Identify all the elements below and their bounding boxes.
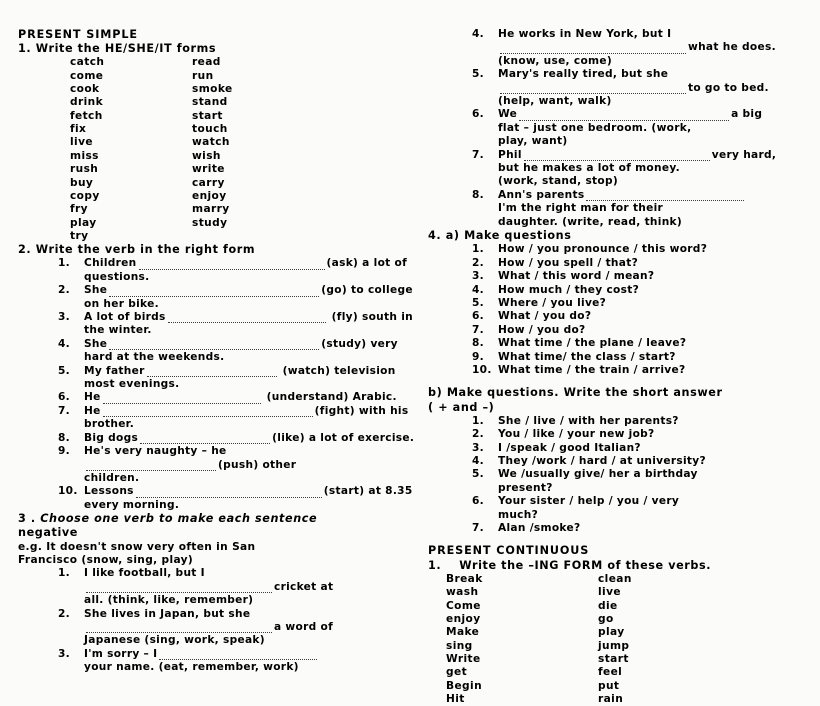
exercise-item <box>472 442 820 455</box>
item-continuation: (help, want, walk) <box>498 95 612 108</box>
exercise-3-items <box>58 567 416 674</box>
item-text: I /speak / good Italian? <box>498 441 641 454</box>
fill-in-blank[interactable] <box>139 260 325 270</box>
item-continuation: much? <box>498 508 539 521</box>
item-prefix: Phil <box>498 148 522 161</box>
exercise-item <box>472 149 820 189</box>
two-column-layout <box>18 28 810 706</box>
fill-in-blank[interactable] <box>86 461 216 471</box>
item-number: 7. <box>472 148 484 161</box>
item-prefix: He <box>84 404 101 417</box>
item-prefix: I'm sorry – I <box>84 647 158 660</box>
verb-column-2 <box>192 56 314 243</box>
item-prefix: We /usually give/ her a birthday <box>498 468 698 481</box>
exercise-3-number: 3 . <box>18 512 36 526</box>
item-text <box>84 257 416 284</box>
item-text: Alan /smoke? <box>498 522 581 535</box>
exercise-item <box>472 522 820 535</box>
item-continuation: (understand) Arabic. <box>266 391 397 404</box>
item-continuation: flat – just one bedroom. (work, <box>498 121 692 134</box>
exercise-item <box>58 432 416 445</box>
item-text <box>84 405 416 432</box>
item-text <box>84 391 416 404</box>
item-suffix: to go to bed. <box>688 81 769 94</box>
item-number: 6. <box>472 310 484 323</box>
exercise-item <box>472 257 820 270</box>
item-number: 1. <box>472 414 484 427</box>
item-number: 2. <box>472 428 484 441</box>
spacer <box>428 377 820 386</box>
exercise-2-items <box>58 257 416 512</box>
verb-item: wish <box>192 149 221 162</box>
verb-item: Make <box>446 626 480 639</box>
item-prefix: Ann's parents <box>498 188 585 201</box>
left-column <box>18 28 416 675</box>
exercise-3-title: Choose one verb to make each sentence <box>40 512 318 526</box>
exercise-item <box>58 405 416 432</box>
item-number: 1. <box>58 257 70 270</box>
item-suffix: (study) <box>321 337 367 350</box>
item-text: Where / you live? <box>498 296 607 309</box>
item-text: What / this word / mean? <box>498 270 655 283</box>
item-number: 3. <box>58 647 70 660</box>
verb-item: jump <box>598 639 630 652</box>
exercise-item <box>472 310 820 323</box>
exercise-item <box>58 311 416 338</box>
item-suffix: a word of <box>274 620 333 633</box>
item-continuation: with his brother. <box>84 404 409 431</box>
verb-item: wash <box>446 586 479 599</box>
item-suffix: (go) to <box>321 284 364 297</box>
pc-verb-column-1 <box>446 573 598 706</box>
item-text <box>84 485 416 512</box>
verb-item: fix <box>70 123 87 136</box>
verb-item: catch <box>70 56 105 69</box>
item-prefix: My father <box>84 364 145 377</box>
pc-exercise-1-verb-list <box>446 573 820 706</box>
exercise-3-continued-items <box>472 28 820 229</box>
item-suffix: what he does. <box>688 41 776 54</box>
item-number: 2. <box>58 607 70 620</box>
exercise-item <box>58 485 416 512</box>
exercise-item <box>472 364 820 377</box>
item-continuation: (work, stand, stop) <box>498 175 619 188</box>
exercise-item <box>472 68 820 108</box>
fill-in-blank[interactable] <box>140 434 270 444</box>
item-text: What time/ the class / start? <box>498 350 676 363</box>
verb-item: live <box>70 136 93 149</box>
item-continuation: play, want) <box>498 135 568 148</box>
verb-item: Hit <box>446 692 465 705</box>
exercise-item <box>472 297 820 310</box>
item-number: 4. <box>58 337 70 350</box>
verb-item: Come <box>446 599 481 612</box>
item-suffix: cricket at <box>274 580 334 593</box>
item-suffix: (fight) <box>314 404 355 417</box>
item-suffix: a big <box>731 108 763 121</box>
item-number: 4. <box>472 28 484 40</box>
verb-item: watch <box>192 136 230 149</box>
fill-in-blank[interactable] <box>159 650 317 660</box>
verb-item: fetch <box>70 109 103 122</box>
verb-item: marry <box>192 203 230 216</box>
verb-item: touch <box>192 123 228 136</box>
item-continuation: college on her bike. <box>84 284 413 310</box>
item-text <box>498 468 820 495</box>
verb-item: come <box>70 69 104 82</box>
present-simple-heading: PRESENT SIMPLE <box>18 28 138 41</box>
exercise-item <box>472 108 820 148</box>
verb-item: smoke <box>192 83 233 96</box>
exercise-4b-items <box>472 415 820 536</box>
item-prefix: Your sister / help / you / very <box>498 495 680 508</box>
pc-exercise-1-heading <box>428 559 820 573</box>
exercise-1-verb-list <box>70 56 416 243</box>
exercise-item <box>58 338 416 365</box>
item-text <box>498 495 820 522</box>
item-number: 2. <box>472 256 484 269</box>
exercise-item <box>472 270 820 283</box>
verb-item: carry <box>192 176 225 189</box>
exercise-item <box>472 243 820 256</box>
item-text: They /work / hard / at university? <box>498 454 706 467</box>
exercise-item <box>472 428 820 441</box>
item-prefix: Lessons <box>84 485 134 498</box>
item-text <box>84 338 416 365</box>
item-number: 7. <box>58 404 70 417</box>
verb-item: put <box>598 679 620 692</box>
verb-item: run <box>192 69 214 82</box>
item-number: 10. <box>58 485 78 498</box>
fill-in-blank[interactable] <box>168 313 326 323</box>
fill-in-blank[interactable] <box>109 287 319 297</box>
item-text: How / you do? <box>498 323 586 336</box>
exercise-1-heading: 1. Write the HE/SHE/IT forms <box>18 42 217 56</box>
exercise-3-heading <box>18 512 416 526</box>
item-suffix: (start) <box>323 485 365 498</box>
verb-item: Break <box>446 572 483 585</box>
item-continuation: very hard at the weekends. <box>84 337 398 364</box>
exercise-4a-items <box>472 243 820 377</box>
fill-in-blank[interactable] <box>524 151 710 161</box>
fill-in-blank[interactable] <box>500 44 686 54</box>
item-prefix: He <box>84 391 101 404</box>
item-number: 9. <box>472 350 484 363</box>
item-text <box>84 311 416 338</box>
item-continuation: I'm the right man for their <box>498 202 664 215</box>
pc-exercise-1-number: 1. <box>428 558 442 572</box>
exercise-item <box>472 337 820 350</box>
item-prefix: Mary's really tired, but she <box>498 68 669 81</box>
item-text: She / live / with her parents? <box>498 414 679 427</box>
item-prefix: She <box>84 337 108 350</box>
verb-item: get <box>446 666 468 679</box>
exercise-4a-heading: 4. a) Make questions <box>428 229 572 243</box>
verb-item: enjoy <box>192 189 227 202</box>
verb-item: live <box>598 586 621 599</box>
item-text: How much / they cost? <box>498 283 640 296</box>
verb-item: rush <box>70 163 99 176</box>
item-prefix: He's very naughty – he <box>84 445 227 458</box>
verb-item: read <box>192 56 221 69</box>
right-column <box>416 28 820 706</box>
item-number: 8. <box>58 431 70 444</box>
item-continuation: all. (think, like, remember) <box>84 594 254 607</box>
verb-column-1 <box>70 56 192 243</box>
item-number: 5. <box>472 468 484 481</box>
verb-item: stand <box>192 96 228 109</box>
item-text <box>84 445 416 485</box>
verb-item: write <box>192 163 225 176</box>
verb-item: try <box>70 229 89 242</box>
item-number: 9. <box>58 445 70 458</box>
verb-item: cook <box>70 83 100 96</box>
verb-item: Begin <box>446 679 483 692</box>
item-continuation: lot of questions. <box>84 257 407 283</box>
item-text: What time / the train / arrive? <box>498 363 686 376</box>
item-number: 6. <box>472 495 484 508</box>
fill-in-blank[interactable] <box>103 407 313 417</box>
item-number: 5. <box>58 364 70 377</box>
item-text <box>498 189 820 229</box>
item-prefix: Children <box>84 257 137 270</box>
pc-exercise-1-title: Write the –ING FORM of these verbs. <box>459 558 712 572</box>
item-continuation: your name. (eat, remember, work) <box>84 661 299 674</box>
item-number: 5. <box>472 296 484 309</box>
verb-item: go <box>598 612 614 625</box>
exercise-item <box>58 365 416 392</box>
item-number: 7. <box>472 522 484 535</box>
pc-verb-column-2 <box>598 573 720 706</box>
item-number: 4. <box>472 283 484 296</box>
exercise-item <box>58 608 416 648</box>
item-text: How / you spell / that? <box>498 256 639 269</box>
fill-in-blank[interactable] <box>500 84 686 94</box>
exercise-3-example-line1: e.g. It doesn't snow very often in San <box>18 540 256 553</box>
item-text: How / you pronounce / this word? <box>498 243 708 256</box>
fill-in-blank[interactable] <box>147 367 277 377</box>
verb-item: study <box>192 216 228 229</box>
verb-item: rain <box>598 692 624 705</box>
item-continuation: but he makes a lot of money. <box>498 162 680 175</box>
item-number: 1. <box>58 567 70 580</box>
item-number: 6. <box>472 108 484 121</box>
exercise-item <box>472 284 820 297</box>
verb-item: start <box>192 109 223 122</box>
item-number: 4. <box>472 454 484 467</box>
exercise-item <box>472 415 820 428</box>
verb-item: drink <box>70 96 104 109</box>
exercise-item <box>58 284 416 311</box>
item-text <box>84 365 416 392</box>
exercise-2-heading: 2. Write the verb in the right form <box>18 243 256 257</box>
present-continuous-heading: PRESENT CONTINUOUS <box>428 544 590 558</box>
exercise-item <box>472 28 820 68</box>
item-text <box>84 608 416 648</box>
fill-in-blank[interactable] <box>519 111 729 121</box>
item-prefix: We <box>498 108 518 121</box>
exercise-item <box>58 648 416 675</box>
fill-in-blank[interactable] <box>136 488 322 498</box>
verb-item: copy <box>70 189 100 202</box>
item-suffix: (ask) a <box>326 257 370 270</box>
item-number: 8. <box>472 188 484 201</box>
item-continuation: at 8.35 every morning. <box>84 485 413 511</box>
item-continuation: (know, use, come) <box>498 54 612 67</box>
fill-in-blank[interactable] <box>109 340 319 350</box>
item-text <box>498 28 820 68</box>
exercise-item <box>58 391 416 404</box>
item-number: 1. <box>472 243 484 256</box>
verb-item: clean <box>598 572 632 585</box>
item-continuation: of exercise. <box>341 431 415 444</box>
verb-item: miss <box>70 149 99 162</box>
item-suffix: (like) a lot <box>272 431 338 444</box>
item-continuation: (watch) television most evenings. <box>84 364 396 391</box>
item-prefix: She <box>84 284 108 297</box>
fill-in-blank[interactable] <box>103 394 261 404</box>
exercise-3-heading-line2: negative <box>18 526 78 540</box>
item-number: 5. <box>472 68 484 81</box>
exercise-4b-heading-line2: ( + and –) <box>428 400 495 414</box>
item-text <box>498 149 820 189</box>
item-text: What / you do? <box>498 310 592 323</box>
exercise-item <box>58 567 416 607</box>
exercise-item <box>472 495 820 522</box>
verb-item: play <box>70 216 97 229</box>
item-continuation: (fly) south in the winter. <box>84 311 413 337</box>
verb-item: start <box>598 652 629 665</box>
item-prefix: She lives in Japan, but she <box>84 607 251 620</box>
item-text <box>498 68 820 108</box>
item-number: 3. <box>472 441 484 454</box>
exercise-item <box>472 468 820 495</box>
item-number: 3. <box>472 270 484 283</box>
item-text <box>84 648 416 675</box>
item-continuation: present? <box>498 481 553 494</box>
item-text <box>84 567 416 607</box>
item-text <box>84 432 416 445</box>
exercise-item <box>472 189 820 229</box>
item-number: 8. <box>472 337 484 350</box>
verb-item: die <box>598 599 618 612</box>
item-prefix: He works in New York, but I <box>498 28 672 40</box>
item-suffix: very hard, <box>711 148 777 161</box>
item-text: You / like / your new job? <box>498 428 655 441</box>
spacer <box>428 535 820 544</box>
fill-in-blank[interactable] <box>86 583 272 593</box>
item-number: 6. <box>58 391 70 404</box>
item-prefix: A lot of birds <box>84 311 166 324</box>
verb-item: enjoy <box>446 612 481 625</box>
item-number: 2. <box>58 284 70 297</box>
verb-item: sing <box>446 639 473 652</box>
verb-item: buy <box>70 176 94 189</box>
exercise-item <box>472 455 820 468</box>
fill-in-blank[interactable] <box>586 191 744 201</box>
verb-item: Write <box>446 652 481 665</box>
exercise-3-example-line2: Francisco (snow, sing, play) <box>18 553 194 566</box>
item-continuation: children. <box>84 471 140 484</box>
item-text <box>498 108 820 148</box>
item-number: 3. <box>58 311 70 324</box>
exercise-item <box>58 257 416 284</box>
exercise-item <box>472 351 820 364</box>
verb-item: fry <box>70 203 88 216</box>
item-continuation: daughter. (write, read, think) <box>498 215 683 228</box>
item-prefix: Big dogs <box>84 431 139 444</box>
item-text: What time / the plane / leave? <box>498 337 687 350</box>
item-continuation: Japanese (sing, work, speak) <box>84 634 265 647</box>
item-suffix: (push) other <box>218 458 297 471</box>
exercise-item <box>472 324 820 337</box>
exercise-item <box>58 445 416 485</box>
item-prefix: I like football, but I <box>84 567 205 580</box>
verb-item: feel <box>598 666 623 679</box>
verb-item: play <box>598 626 625 639</box>
exercise-4b-heading-line1: b) Make questions. Write the short answer <box>428 386 723 400</box>
item-number: 10. <box>472 363 492 376</box>
fill-in-blank[interactable] <box>86 623 272 633</box>
item-text <box>84 284 416 311</box>
item-number: 7. <box>472 323 484 336</box>
